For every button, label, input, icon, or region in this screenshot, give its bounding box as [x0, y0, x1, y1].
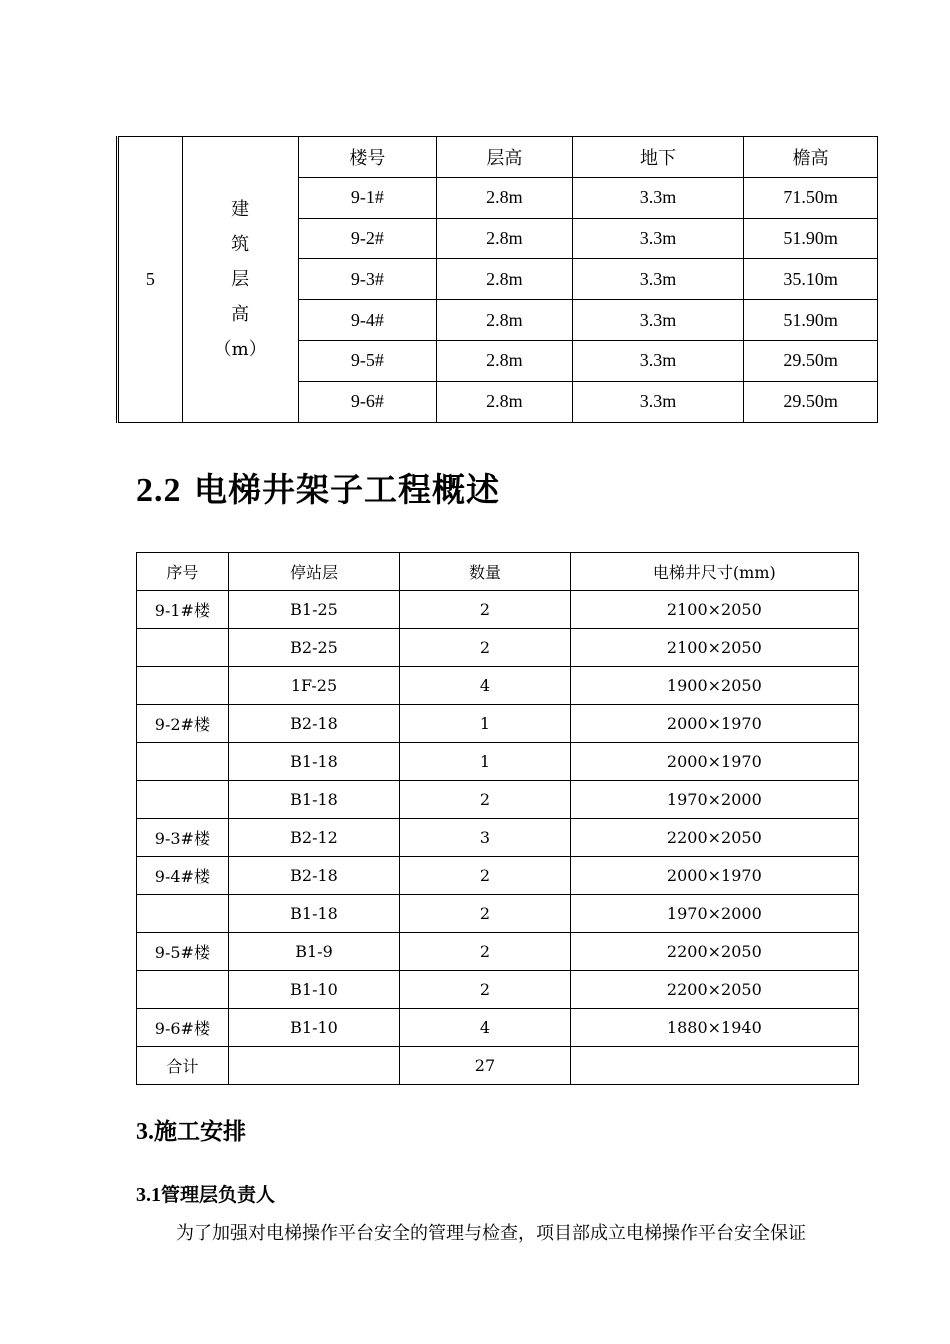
table-row: [137, 705, 859, 743]
table-cell: 9-6#楼: [137, 1009, 229, 1047]
table-row: [137, 895, 859, 933]
table-cell: 9-2#楼: [137, 705, 229, 743]
table-cell: 2.8m: [437, 340, 573, 381]
table-cell: B1-18: [228, 743, 399, 781]
table-row: [137, 971, 859, 1009]
table-cell: 3.3m: [572, 340, 744, 381]
table-cell: 1970×2000: [570, 895, 858, 933]
table-cell: 9-4#楼: [137, 857, 229, 895]
table-cell: 2.8m: [437, 300, 573, 341]
table-cell: B1-18: [228, 895, 399, 933]
table-row: [137, 857, 859, 895]
table-cell: 9-5#楼: [137, 933, 229, 971]
table-cell: 2000×1970: [570, 857, 858, 895]
item-label-char: （m）: [213, 338, 267, 360]
table-cell: 2: [400, 591, 570, 629]
table-cell: 3.3m: [572, 177, 744, 218]
table-cell: 2.8m: [437, 218, 573, 259]
table-cell: 9-1#楼: [137, 591, 229, 629]
header-building: 楼号: [298, 137, 437, 178]
table-cell: 3.3m: [572, 259, 744, 300]
table-cell: 2.8m: [437, 259, 573, 300]
table-cell: 3: [400, 819, 570, 857]
table-cell: 9-5#: [298, 340, 437, 381]
table-row: [137, 781, 859, 819]
header-underground: 地下: [572, 137, 744, 178]
table-row: [137, 629, 859, 667]
table-cell: [137, 743, 229, 781]
header-eave-height: 檐高: [744, 137, 878, 178]
table-cell: [228, 1047, 399, 1085]
table-cell: [137, 781, 229, 819]
table-cell: 2100×2050: [570, 629, 858, 667]
table-cell: 2200×2050: [570, 971, 858, 1009]
header-stop-floors: 停站层: [228, 553, 399, 591]
table-cell: 29.50m: [744, 381, 878, 422]
table-cell: 2.8m: [437, 381, 573, 422]
table-cell: B2-18: [228, 857, 399, 895]
header-floor-height: 层高: [437, 137, 573, 178]
table-cell: 1: [400, 705, 570, 743]
section-title: 施工安排: [154, 1119, 246, 1145]
table-cell: 51.90m: [744, 218, 878, 259]
table-cell: B1-10: [228, 1009, 399, 1047]
section-heading-3: [136, 1113, 246, 1146]
table-row: [137, 933, 859, 971]
table-cell: 2: [400, 895, 570, 933]
table-cell: 1970×2000: [570, 781, 858, 819]
building-height-table: [116, 136, 878, 423]
table-cell: 2200×2050: [570, 819, 858, 857]
table-cell: [137, 971, 229, 1009]
table-row: [137, 591, 859, 629]
table-row: [137, 819, 859, 857]
table-cell: 9-6#: [298, 381, 437, 422]
section-title: 电梯井架子工程概述: [194, 470, 500, 509]
table-cell: 3.3m: [572, 381, 744, 422]
table-cell: B1-25: [228, 591, 399, 629]
total-label: 合计: [137, 1047, 229, 1085]
section-heading-2-2: [136, 464, 500, 511]
row-number: 5: [118, 137, 183, 423]
item-label-char: 层: [231, 268, 250, 290]
table-cell: 2: [400, 933, 570, 971]
table-cell: 2: [400, 857, 570, 895]
table-cell: 1F-25: [228, 667, 399, 705]
table-cell: B2-25: [228, 629, 399, 667]
section-heading-3-1: [136, 1180, 275, 1207]
section-number: 3.: [136, 1119, 154, 1145]
table-cell: 2000×1970: [570, 743, 858, 781]
table-cell: B1-18: [228, 781, 399, 819]
item-label-char: 高: [231, 303, 250, 325]
table-cell: 3.3m: [572, 218, 744, 259]
table-cell: 1880×1940: [570, 1009, 858, 1047]
table-cell: 9-3#: [298, 259, 437, 300]
table-cell: B2-18: [228, 705, 399, 743]
elevator-shaft-table: [136, 552, 859, 1085]
table-cell: 9-1#: [298, 177, 437, 218]
table-cell: [570, 1047, 858, 1085]
table-header-row: [137, 553, 859, 591]
table-row: [137, 743, 859, 781]
table-cell: 4: [400, 667, 570, 705]
table-cell: 51.90m: [744, 300, 878, 341]
table-cell: 4: [400, 1009, 570, 1047]
table-cell: B1-9: [228, 933, 399, 971]
table-cell: 2100×2050: [570, 591, 858, 629]
table-cell: B1-10: [228, 971, 399, 1009]
table-row: [137, 667, 859, 705]
table-cell: B2-12: [228, 819, 399, 857]
table-cell: 2200×2050: [570, 933, 858, 971]
section-number: 2.2: [136, 472, 182, 509]
table-cell: 71.50m: [744, 177, 878, 218]
table-cell: 2.8m: [437, 177, 573, 218]
total-quantity: 27: [400, 1047, 570, 1085]
table-cell: 35.10m: [744, 259, 878, 300]
item-label-char: 筑: [231, 233, 250, 255]
table-cell: 2: [400, 971, 570, 1009]
table-cell: 9-4#: [298, 300, 437, 341]
header-shaft-size: 电梯井尺寸(mm): [570, 553, 858, 591]
table-cell: 29.50m: [744, 340, 878, 381]
table-cell: 2000×1970: [570, 705, 858, 743]
table-cell: [137, 895, 229, 933]
table-cell: 1: [400, 743, 570, 781]
table-cell: 2: [400, 629, 570, 667]
table-cell: 3.3m: [572, 300, 744, 341]
section-title: 管理层负责人: [161, 1184, 276, 1206]
item-label: [182, 137, 298, 423]
table-cell: 2: [400, 781, 570, 819]
table-cell: [137, 667, 229, 705]
section-number: 3.1: [136, 1184, 161, 1206]
table-cell: 9-2#: [298, 218, 437, 259]
table-cell: 1900×2050: [570, 667, 858, 705]
body-paragraph: 为了加强对电梯操作平台安全的管理与检查，项目部成立电梯操作平台安全保证: [176, 1223, 806, 1244]
table-cell: [137, 629, 229, 667]
item-label-char: 建: [231, 198, 250, 220]
table-cell: 9-3#楼: [137, 819, 229, 857]
header-quantity: 数量: [400, 553, 570, 591]
table-total-row: [137, 1047, 859, 1085]
header-serial: 序号: [137, 553, 229, 591]
table-row: [137, 1009, 859, 1047]
